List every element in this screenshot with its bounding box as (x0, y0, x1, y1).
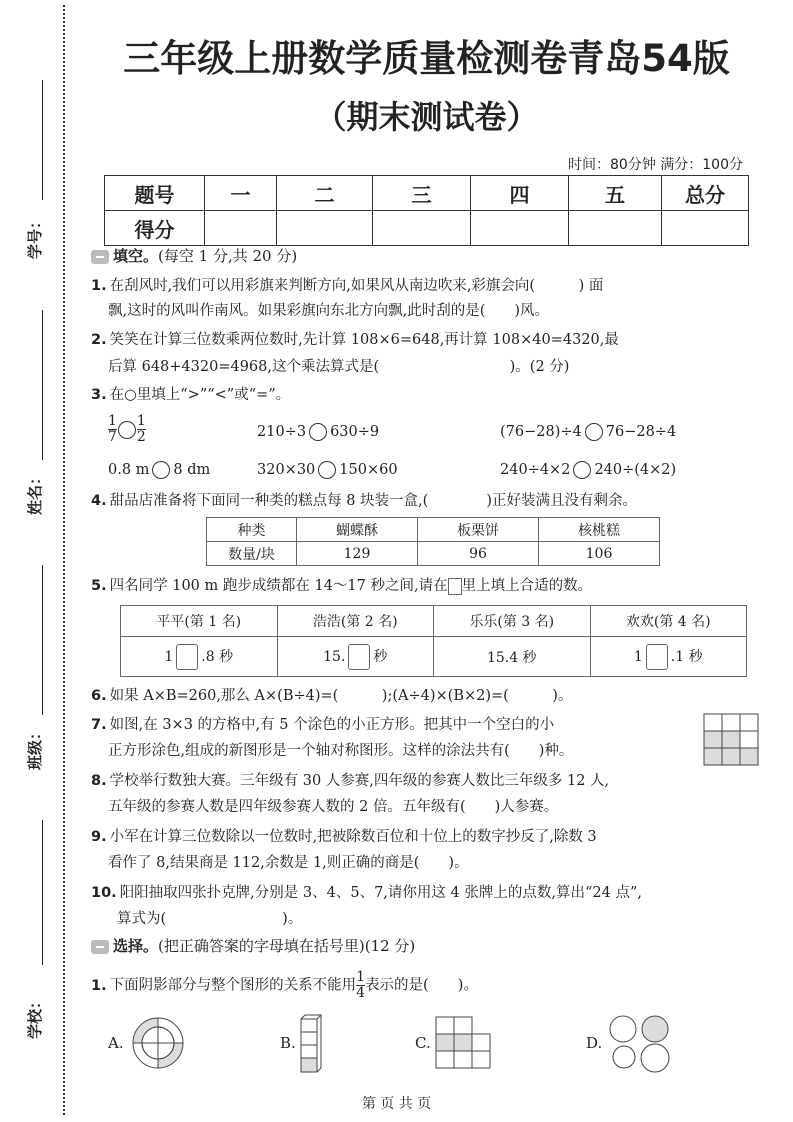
question-number: 6. (91, 688, 107, 704)
question-number: 7. (91, 717, 107, 733)
question-4 (91, 489, 637, 510)
answer-box[interactable] (348, 644, 370, 670)
fill-line (42, 565, 43, 715)
option-d-figure (608, 1015, 672, 1073)
compare-circle[interactable] (585, 423, 603, 441)
table-header: 乐乐(第 3 名) (434, 606, 591, 637)
question-text: 阳阳抽取四张扑克牌,分别是 3、4、5、7,请你用这 4 张牌上的点数,算出“24 点”, (119, 885, 642, 901)
table-header: 核桃糕 (539, 518, 660, 542)
compare-circle[interactable] (152, 461, 170, 479)
side-label-school: 学校： (26, 993, 45, 1040)
grid-figure (703, 713, 760, 767)
question-7-cont: 正方形涂色,组成的新图形是一个轴对称图形。这样的涂法共有( )种。 (108, 743, 574, 759)
question-text: 表示的是( )。 (365, 977, 478, 994)
table-header: 板栗饼 (418, 518, 539, 542)
running-table (120, 605, 747, 677)
score-table (104, 175, 749, 246)
compare-circle[interactable] (573, 461, 591, 479)
question-number: 1. (91, 977, 107, 994)
question-number: 3. (91, 387, 107, 403)
table-header: 蝴蝶酥 (297, 518, 418, 542)
compare-circle[interactable] (318, 461, 336, 479)
compare-item: 320×30 150×60 (257, 462, 398, 478)
table-header: 平平(第 1 名) (121, 606, 278, 637)
option-b-figure (298, 1013, 326, 1075)
compare-circle[interactable] (309, 423, 327, 441)
fill-line (42, 820, 43, 965)
question-8-cont: 五年级的参赛人数是四年级参赛人数的 2 倍。五年级有( )人参赛。 (108, 799, 559, 815)
fraction: $\frac{1}{4}$ (356, 969, 366, 1001)
score-header: 五 (569, 176, 662, 211)
score-cell[interactable] (471, 211, 569, 246)
section-badge-icon (91, 940, 109, 954)
time-info: 时间：80分钟 满分：100分 (568, 157, 743, 173)
score-cell[interactable] (662, 211, 749, 246)
question-text: 笑笑在计算三位数乘两位数时,先计算 108×6=648,再计算 108×40=4320,最 (109, 332, 619, 348)
question-9-cont: 看作了 8,结果商是 112,余数是 1,则正确的商是( )。 (108, 855, 469, 871)
section-title: 选择。 (113, 937, 159, 955)
compare-item: 0.8 m 8 dm (108, 462, 211, 478)
question-10-cont: 算式为( )。 (117, 911, 303, 927)
compare-item: 210÷3 630÷9 (257, 424, 380, 440)
table-cell: 1 .1 秒 (590, 637, 747, 677)
page-subtitle: （期末测试卷） (314, 98, 539, 136)
side-label-class: 班级： (26, 724, 45, 771)
fraction: $\frac{1}{2}$ (136, 413, 146, 445)
pastry-table (206, 517, 660, 566)
table-cell: 1 .8 秒 (121, 637, 278, 677)
question-5 (91, 574, 592, 595)
compare-item: (76−28)÷4 76−28÷4 (500, 424, 677, 440)
fraction: $\frac{1}{7}$ (108, 413, 117, 445)
question-number: 5. (91, 578, 107, 594)
table-cell: 数量/块 (207, 542, 297, 566)
fill-line (42, 310, 43, 460)
question-text: 小军在计算三位数除以一位数时,把被除数百位和十位上的数字抄反了,除数 3 (109, 829, 597, 845)
question-text: 在○里填上“>”“<”或“=”。 (109, 387, 291, 403)
option-c-label: C. (415, 1034, 431, 1052)
table-header: 浩浩(第 2 名) (277, 606, 434, 637)
cut-line (63, 5, 65, 1115)
table-cell: 106 (539, 542, 660, 566)
score-header: 一 (205, 176, 277, 211)
question-9 (91, 825, 597, 846)
option-d-label: D. (586, 1034, 603, 1052)
score-row-label: 得分 (105, 211, 205, 246)
score-cell[interactable] (277, 211, 373, 246)
section-2-header (91, 935, 415, 956)
table-header: 欢欢(第 4 名) (590, 606, 747, 637)
table-cell: 129 (297, 542, 418, 566)
section-badge-icon (91, 250, 109, 264)
question-2 (91, 328, 619, 349)
option-a-label: A. (108, 1034, 124, 1052)
question-text: 下面阴影部分与整个图形的关系不能用 (109, 977, 357, 994)
question-text: 如图,在 3×3 的方格中,有 5 个涂色的小正方形。把其中一个空白的小 (109, 717, 555, 733)
question-8 (91, 769, 609, 790)
question-1 (91, 274, 603, 295)
table-cell: 15.4 秒 (434, 637, 591, 677)
section-title: 填空。 (113, 247, 159, 265)
table-cell: 96 (418, 542, 539, 566)
score-header: 三 (373, 176, 471, 211)
question-text: 甜品店准备将下面同一种类的糕点每 8 块装一盒,( )正好装满且没有剩余。 (109, 493, 637, 509)
page-footer: 第 页 共 页 (361, 1096, 432, 1112)
question-number: 4. (91, 493, 107, 509)
section-1-header (91, 245, 297, 266)
score-header: 二 (277, 176, 373, 211)
question-3 (91, 383, 290, 404)
question-text: 四名同学 100 m 跑步成绩都在 14～17 秒之间,请在 (109, 578, 448, 594)
question-text: 在刮风时,我们可以用彩旗来判断方向,如果风从南边吹来,彩旗会向( ) 面 (109, 278, 604, 294)
answer-box[interactable] (176, 644, 198, 670)
option-b-label: B. (280, 1034, 296, 1052)
question-number: 8. (91, 773, 107, 789)
score-cell[interactable] (569, 211, 662, 246)
question-number: 1. (91, 278, 107, 294)
score-cell[interactable] (205, 211, 277, 246)
table-header: 种类 (207, 518, 297, 542)
question-text: 里上填上合适的数。 (461, 578, 593, 594)
question-6 (91, 684, 572, 705)
score-cell[interactable] (373, 211, 471, 246)
option-a-figure (128, 1015, 188, 1071)
question-text: 学校举行数独大赛。三年级有 30 人参赛,四年级的参赛人数比三年级多 12 人, (109, 773, 610, 789)
score-header: 题号 (105, 176, 205, 211)
section-note: (把正确答案的字母填在括号里)(12 分) (158, 937, 416, 955)
compare-item: 240÷4×2 240÷(4×2) (500, 462, 677, 478)
score-header: 四 (471, 176, 569, 211)
blank-box-icon (448, 578, 462, 595)
table-cell: 15. 秒 (277, 637, 434, 677)
side-label-name: 姓名： (26, 469, 45, 516)
answer-box[interactable] (646, 644, 668, 670)
question-1-cont: 飘,这时的风叫作南风。如果彩旗向东北方向飘,此时刮的是( )风。 (108, 303, 550, 319)
question-10 (91, 881, 642, 902)
compare-circle[interactable] (118, 421, 136, 439)
question-number: 10. (91, 885, 117, 901)
score-header: 总分 (662, 176, 749, 211)
question-number: 9. (91, 829, 107, 845)
question-2-cont: 后算 648+4320=4968,这个乘法算式是( )。(2 分) (108, 359, 570, 375)
question-7 (91, 713, 554, 734)
section-note: (每空 1 分,共 20 分) (158, 247, 298, 265)
question-text: 如果 A×B=260,那么 A×(B÷4)=( );(A÷4)×(B×2)=( )。 (109, 688, 573, 704)
side-label-student-id: 学号： (26, 213, 45, 260)
page-title: 三年级上册数学质量检测卷青岛54版 (123, 37, 730, 80)
question-number: 2. (91, 332, 107, 348)
compare-item (108, 414, 146, 445)
choice-question-1 (91, 970, 478, 1001)
option-c-figure (435, 1016, 495, 1070)
